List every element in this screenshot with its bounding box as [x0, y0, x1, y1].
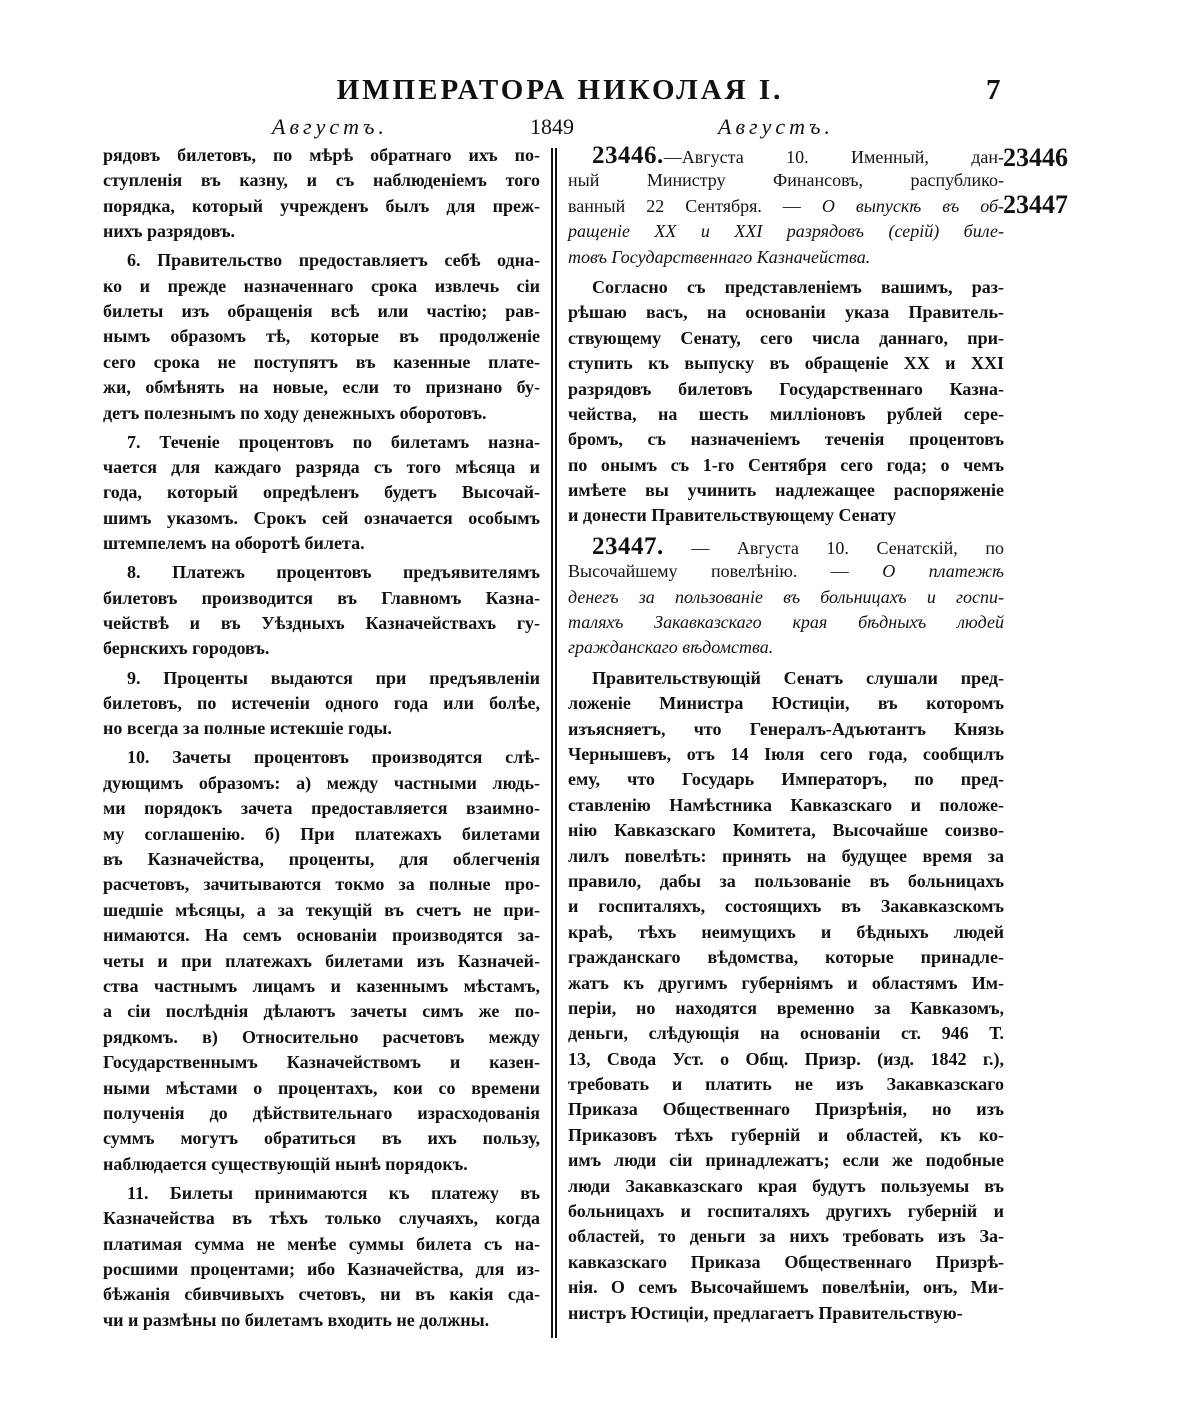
text-segment: —Августа 10. Именный, дан-: [663, 147, 1004, 167]
text-segment: ствующему Сенату, сего числа даннаго, при-: [568, 327, 1004, 348]
text-line: билетовъ производится въ Главномъ Казна-: [103, 587, 540, 608]
left-column: [103, 143, 540, 1337]
text-line: 11. Билеты принимаются къ платежу въ: [127, 1182, 540, 1203]
text-line: расчетовъ, зачитываются токмо за полные про-: [103, 874, 540, 895]
text-line: [568, 1148, 1004, 1173]
text-segment: ложеніе Министра Юстиціи, въ которомъ: [568, 693, 1004, 714]
text-line: ства частнымъ лицамъ и казеннымъ мѣстамъ,: [103, 975, 540, 996]
text-line: билеты изъ обращенія всѣ или частію; рав-: [103, 301, 540, 322]
text-segment: Приказовъ тѣхъ губерній и областей, къ ко-: [568, 1124, 1004, 1145]
text-line: шимъ указомъ. Срокъ сей означается особымъ: [103, 507, 540, 528]
text-line: [568, 351, 1004, 376]
text-line: росшими процентами; ибо Казначейства, для из-: [103, 1258, 540, 1279]
text-line: 6. Правительство предоставляетъ себѣ одна-: [127, 250, 540, 271]
text-segment: жатъ къ другимъ губерніямъ и областямъ Им-: [568, 972, 1004, 993]
text-segment: кавказскаго Приказа Общественнаго Призрѣ-: [568, 1251, 1004, 1272]
paragraph: [103, 1181, 540, 1333]
text-line: [568, 635, 1004, 660]
text-segment: рѣшаю васъ, на основаніи указа Правитель-: [568, 302, 1004, 323]
text-segment: ванный 22 Сентября. —: [568, 195, 822, 216]
text-line: [568, 1199, 1004, 1224]
text-segment: бромъ, съ назначеніемъ теченія процентовъ: [568, 429, 1004, 450]
text-segment: ему, что Государь Императоръ, по пред-: [568, 769, 1004, 790]
text-line: [568, 1301, 1004, 1326]
text-line: [568, 478, 1004, 503]
text-line: Государственнымъ Казначействомъ и казен-: [103, 1052, 540, 1073]
text-line: чействѣ и въ Уѣздныхъ Казначействахъ гу-: [103, 613, 540, 634]
margin-number: 23446: [1003, 143, 1068, 172]
paragraph: [103, 430, 540, 557]
text-segment: имъ люди сіи принадлежатъ; если же подобные: [568, 1150, 1004, 1171]
text-line: му соглашенію. б) При платежахъ билетами: [103, 823, 540, 844]
text-segment: періи, но находятся временно за Кавказомъ,: [568, 997, 1004, 1018]
text-line: [568, 996, 1004, 1021]
text-line: [568, 427, 1004, 452]
text-segment: чейства, на шесть милліоновъ рублей сере-: [568, 403, 1004, 424]
text-line: чается для каждаго разряда съ того мѣсяца и: [103, 457, 540, 478]
text-segment: правило, дабы за пользованіе въ больницахъ: [568, 870, 1004, 891]
text-line: 8. Платежъ процентовъ предъявителямъ: [127, 562, 540, 583]
text-segment: по онымъ съ 1-го Сентября сего года; о чемъ: [568, 454, 1004, 475]
text-line: [568, 1097, 1004, 1122]
italic-summary: гражданскаго вѣдомства.: [568, 637, 774, 658]
text-line: [568, 534, 1004, 559]
text-line: ко и прежде назначеннаго срока извлечь сіи: [103, 275, 540, 296]
italic-summary: О платежѣ: [882, 561, 1004, 582]
column-divider: [551, 148, 557, 1338]
text-segment: изъясняетъ, что Генералъ-Адъютантъ Князь: [568, 718, 1004, 739]
text-segment: гражданскаго вѣдомства, которые принадле-: [568, 947, 1004, 968]
text-segment: требовать и платить не изъ Закавказскаго: [568, 1074, 1004, 1095]
text-line: [568, 275, 1004, 300]
text-line: [568, 610, 1004, 635]
text-line: бернскихъ городовъ.: [103, 638, 270, 659]
text-line: суммъ могутъ обратиться въ ихъ пользу,: [103, 1128, 540, 1149]
text-segment: ный Министру Финансовъ, распублико-: [568, 170, 1004, 191]
paragraph: [103, 143, 540, 245]
text-line: детъ полезнымъ по ходу денежныхъ оборотовъ.: [103, 402, 487, 423]
decree-number: 23446.: [592, 142, 664, 169]
italic-summary: таляхъ Закавказскаго края бѣдныхъ людей: [568, 612, 1004, 633]
text-line: порядка, который учрежденъ былъ для преж-: [103, 195, 540, 216]
text-line: штемпелемъ на оборотѣ билета.: [103, 533, 365, 554]
text-line: [568, 326, 1004, 351]
right-column: [568, 143, 1004, 1331]
text-line: [568, 300, 1004, 325]
text-segment: лилъ повелѣть: принять на будущее время за: [568, 845, 1004, 866]
text-line: Казначейства въ тѣхъ только случаяхъ, когда: [103, 1208, 540, 1229]
text-line: но всегда за полные истекшіе годы.: [103, 718, 392, 739]
text-line: [568, 585, 1004, 610]
text-line: [568, 1072, 1004, 1097]
text-line: [568, 1275, 1004, 1300]
text-line: [568, 194, 1004, 219]
text-line: [568, 1224, 1004, 1249]
paragraph: [103, 560, 540, 662]
decree-heading: [568, 534, 1004, 661]
text-line: 7. Теченіе процентовъ по билетамъ назна-: [127, 431, 540, 452]
text-line: въ Казначейства, проценты, для облегченія: [103, 848, 540, 869]
text-segment: краѣ, тѣхъ неимущихъ и бѣдныхъ людей: [568, 921, 1004, 942]
text-segment: ступить къ выпуску въ обращеніе XX и XXI: [568, 353, 1004, 374]
text-segment: нію Кавказскаго Комитета, Высочайше соизво-: [568, 820, 1004, 841]
text-line: чи и размѣны по билетамъ входить не должны.: [103, 1309, 490, 1330]
text-segment: деньги, слѣдующія на основаніи ст. 946 Т.: [568, 1023, 1004, 1044]
text-line: наблюдается существующій нынѣ порядокъ.: [103, 1153, 468, 1174]
text-line: жи, обмѣнять на новые, если то признано бу-: [103, 377, 540, 398]
text-line: [568, 1250, 1004, 1275]
text-line: [568, 742, 1004, 767]
text-line: [568, 503, 1004, 528]
text-line: года, который опредѣленъ будетъ Высочай-: [103, 482, 540, 503]
text-segment: Высочайшему повелѣнію. —: [568, 561, 883, 582]
text-line: [568, 559, 1004, 584]
text-line: [568, 818, 1004, 843]
text-line: рядкомъ. в) Относительно расчетовъ между: [103, 1026, 540, 1047]
text-line: [568, 691, 1004, 716]
margin-number: 23447: [1003, 190, 1068, 219]
text-segment: люди Закавказскаго края будутъ пользуемы въ: [568, 1175, 1004, 1196]
text-line: [568, 219, 1004, 244]
italic-summary: О выпускѣ въ об-: [821, 195, 1005, 216]
text-line: нымъ образомъ тѣ, которые въ продолженіе: [103, 326, 540, 347]
text-segment: нистръ Юстиціи, предлагаетъ Правительствую-: [568, 1302, 963, 1323]
italic-summary: денегъ за пользованіе въ больницахъ и госпи-: [568, 586, 1004, 607]
text-line: [568, 920, 1004, 945]
text-segment: Согласно съ представленіемъ вашимъ, раз-: [592, 276, 1004, 297]
text-line: нимаются. На семъ основаніи производятся за-: [103, 925, 540, 946]
text-segment: 13, Свода Уст. о Общ. Призр. (изд. 1842 г.),: [568, 1048, 1004, 1069]
text-segment: больницахъ и госпиталяхъ другихъ губерній и: [568, 1201, 1004, 1222]
text-line: а сіи послѣднія дѣлаютъ зачеты симъ же по-: [103, 1001, 540, 1022]
italic-summary: ращеніе XX и XXI разрядовъ (серій) биле-: [568, 221, 1004, 242]
text-line: [568, 245, 1004, 270]
text-line: билетовъ, по истеченіи одного года или болѣе,: [103, 692, 540, 713]
text-segment: — Августа 10. Сенатскій, по: [663, 537, 1004, 558]
text-line: [568, 143, 1004, 168]
text-segment: областей, то деньги за нихъ требовать изъ За-: [568, 1226, 1004, 1247]
text-line: ступленія въ казну, и съ наблюденіемъ того: [103, 170, 540, 191]
text-line: рядовъ билетовъ, по мѣрѣ обратнаго ихъ по-: [103, 145, 540, 165]
text-segment: ставленію Намѣстника Кавказскаго и положе-: [568, 794, 1004, 815]
paragraph: [103, 745, 540, 1177]
text-line: [568, 767, 1004, 792]
paragraph: [103, 248, 540, 426]
text-line: [568, 1047, 1004, 1072]
running-title: ИМПЕРАТОРА НИКОЛАЯ I.: [336, 74, 784, 106]
text-line: нихъ разрядовъ.: [103, 221, 235, 242]
text-line: [568, 971, 1004, 996]
year: 1849: [530, 114, 574, 139]
text-line: [568, 377, 1004, 402]
text-segment: разрядовъ билетовъ Государственнаго Казна-: [568, 378, 1004, 399]
text-segment: Правительствующій Сенатъ слушали пред-: [592, 667, 1004, 688]
text-line: [568, 717, 1004, 742]
text-segment: Приказа Общественнаго Призрѣнія, но изъ: [568, 1099, 1004, 1120]
decree-text: [568, 275, 1004, 529]
italic-summary: товъ Государственнаго Казначейства.: [568, 246, 871, 267]
text-segment: и госпиталяхъ, состоящихъ въ Закавказскомъ: [568, 896, 1004, 917]
decree-heading: [568, 143, 1004, 270]
paragraph: [103, 666, 540, 742]
text-line: [568, 1021, 1004, 1046]
text-line: четы и при платежахъ билетами изъ Казначей-: [103, 950, 540, 971]
text-segment: имѣете вы учинить надлежащее распоряженіе: [568, 480, 1004, 501]
text-line: 9. Проценты выдаются при предъявленіи: [127, 667, 540, 688]
text-segment: нія. О семъ Высочайшемъ повелѣніи, онъ, Ми-: [568, 1277, 1004, 1298]
text-line: 10. Зачеты процентовъ производятся слѣ-: [127, 747, 540, 768]
decree-number: 23447.: [592, 532, 664, 560]
text-line: ми порядокъ зачета предоставляется взаимно-: [103, 798, 540, 819]
text-line: бѣжанія сбивчивыхъ счетовъ, ни въ какія сда-: [103, 1284, 540, 1305]
text-line: [568, 1123, 1004, 1148]
text-line: [568, 168, 1004, 193]
text-line: [568, 869, 1004, 894]
text-line: сего срока не поступятъ въ казенные плате-: [103, 351, 540, 372]
text-line: платимая сумма не менѣе суммы билета съ на-: [103, 1233, 540, 1254]
month-left: Августъ.: [272, 114, 388, 139]
text-line: [568, 894, 1004, 919]
text-line: [568, 453, 1004, 478]
text-segment: и донести Правительствующему Сенату: [568, 505, 897, 526]
text-line: дующимъ образомъ: а) между частными людь-: [103, 772, 540, 793]
text-line: [568, 1174, 1004, 1199]
text-line: [568, 945, 1004, 970]
text-line: [568, 666, 1004, 691]
text-line: [568, 402, 1004, 427]
text-line: [568, 793, 1004, 818]
page-number: 7: [986, 74, 1001, 106]
text-line: шедшіе мѣсяцы, а за текущій въ счетъ не при-: [103, 899, 540, 920]
text-line: [568, 844, 1004, 869]
text-line: ными мѣстами о процентахъ, кои со времени: [103, 1077, 540, 1098]
month-right: Августъ.: [718, 114, 834, 139]
text-line: полученія до дѣйствительнаго израсходованія: [103, 1102, 540, 1123]
text-segment: Чернышевъ, отъ 14 Іюля сего года, сообщилъ: [568, 743, 1004, 764]
decree-text: [568, 666, 1004, 1326]
